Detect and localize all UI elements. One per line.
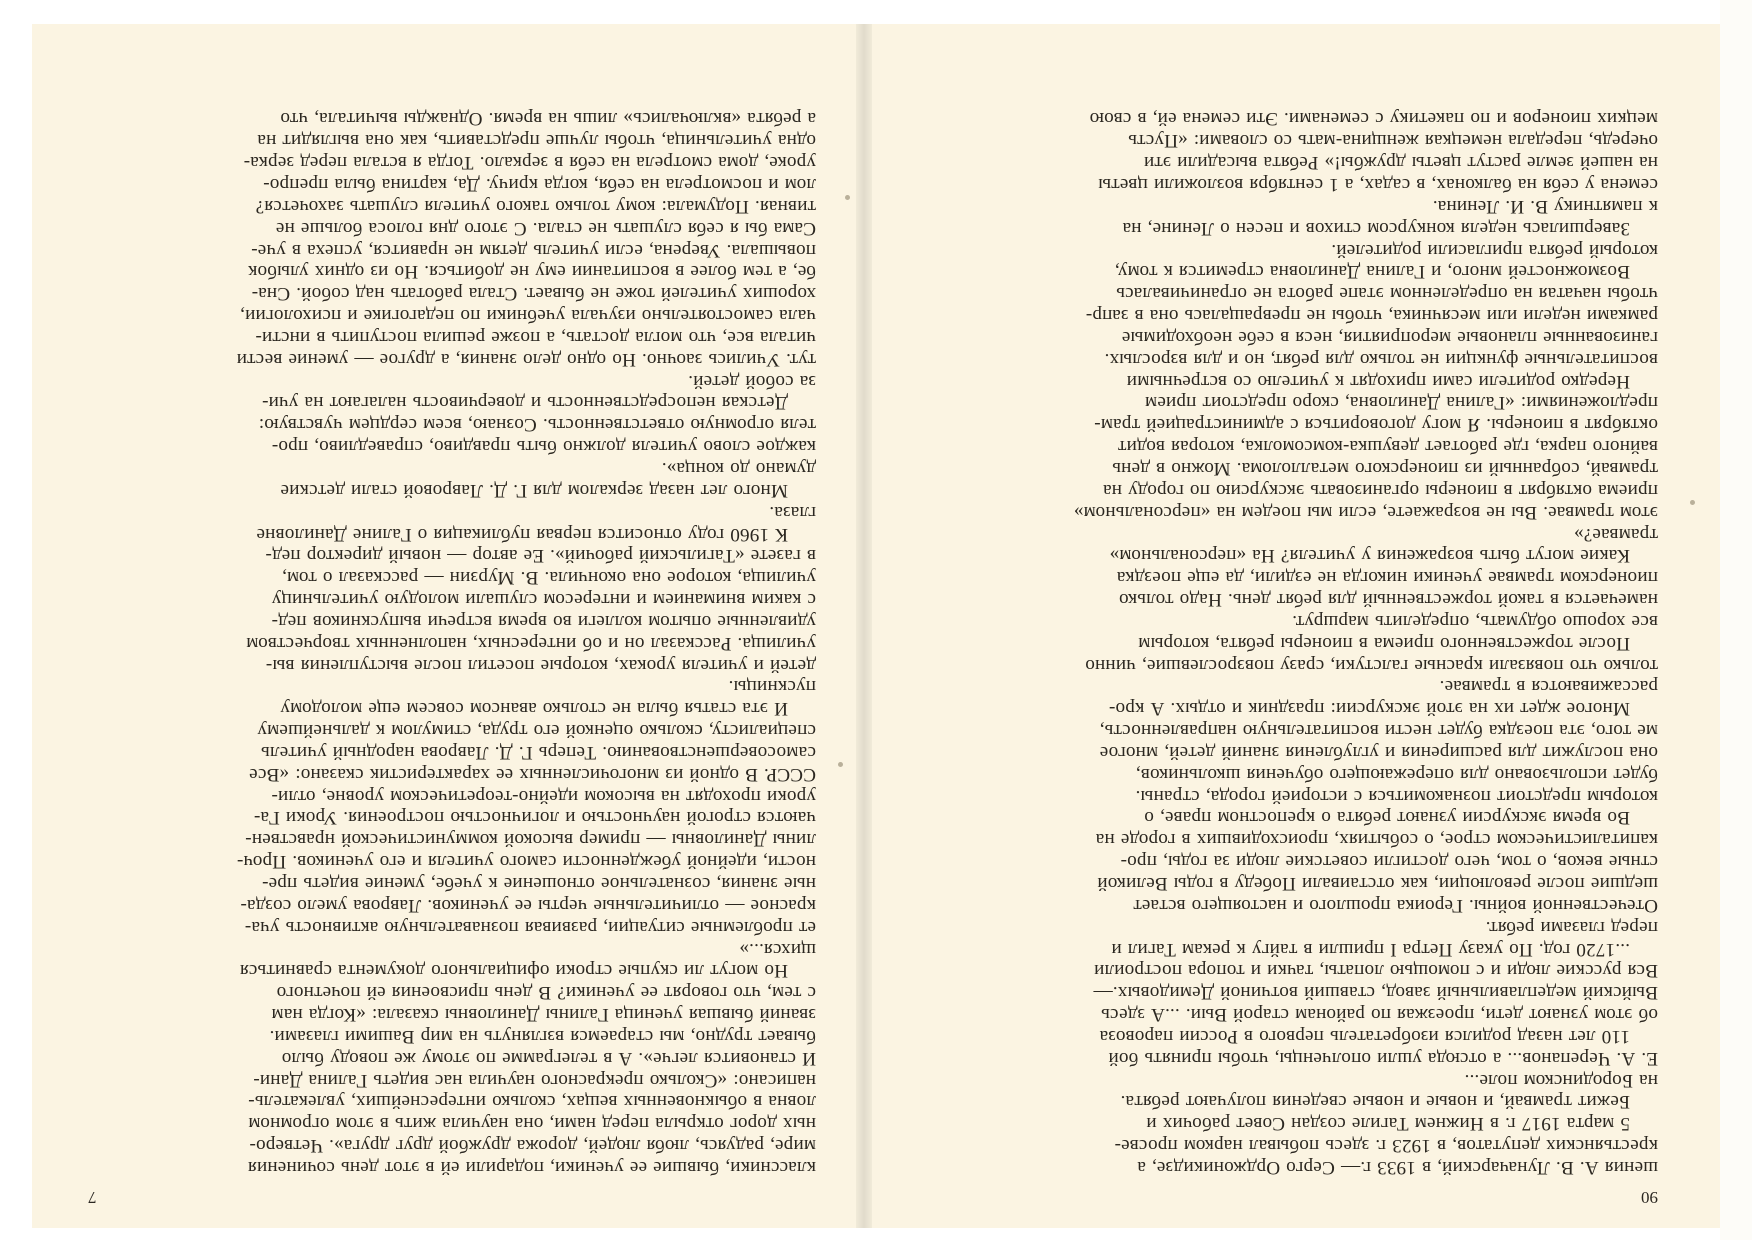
text-line: званий бывшая ученица Галины Даниловны сказала: «Когда нам (271, 1004, 816, 1026)
text-line: семена у себя на балконах, в садах, а 1 сентября возложили цветы (1098, 174, 1658, 196)
text-line: уроки проходят на высоком идейно-теоретическом уровне, отли- (271, 785, 816, 807)
text-line: красное — отличительные черты ее учеников. Лаврова умело созда- (240, 894, 816, 916)
right-page (32, 24, 864, 1228)
text-line: Бежит трамвай, и новые и новые сведения получают ребята. (1120, 1091, 1630, 1113)
right-page-text (88, 108, 816, 1178)
text-line: Отечественной войны. Героика прошлого и настоящего встает (1133, 894, 1658, 916)
text-line: написано: «Сколько прекрасного научила нас видеть Галина Дани- (253, 1069, 816, 1091)
text-line: за собой детей. (688, 370, 816, 392)
text-line: капиталистическом строе, о событиях, происходивших в городе на (1095, 829, 1658, 851)
text-line: трамвае?» (1573, 523, 1658, 545)
text-line: в газете «Тагильский рабочий». Ее автор — новый директор пед- (265, 545, 816, 567)
text-line: воспитательные функции не только для ребят, но и для взрослых. (1104, 348, 1658, 370)
text-line: с каким вниманием и интересом слушали молодую учительницу (271, 589, 816, 611)
text-line: удивленные опытом коллеги во время встречи выпускников пед- (271, 610, 816, 632)
text-line: ...1720 год. По указу Петра I пришли в тайгу к рекам Тагил и (1111, 938, 1630, 960)
text-line: только что повязали красные галстуки, сразу повзрослевшие, чинно (1085, 654, 1658, 676)
text-line: на нашей земле растут цветы дружбы!» Ребята высадили эти (1143, 152, 1658, 174)
text-line: а ребята «включались» лишь на время. Однажды вычитала, что (280, 108, 816, 130)
text-line: одна учительница, чтобы лучше представить, как она выглядит на (257, 130, 816, 152)
text-line: тут. Учились заочно. Но одно дело знания, а другое — умение вести (236, 348, 816, 370)
text-line: Возможностей много, и Галина Даниловна стремится к тому, (1114, 261, 1630, 283)
text-line: читала все, что могла достать, а позже решила поступить в инсти- (255, 326, 816, 348)
text-line: Но могут ли скупые строки официального документа сравниться (239, 960, 788, 982)
text-line: лом и посмотрела на себя, когда кричу. Да, картина была препро- (263, 174, 816, 196)
text-line: мире, радуясь, любя людей, дорожа дружбой друг друга». Четверо- (249, 1135, 816, 1157)
text-line: она послужит для расширения и углубления знаний детей, многое (1099, 741, 1658, 763)
text-line: СССР. В одной из многочисленных ее характеристик сказано: «Все (248, 763, 816, 785)
text-line: об этом узнают дети, проезжая по районам старой Выи. ...А здесь (1100, 1004, 1658, 1026)
text-line: этом трамвае. Вы не возражаете, если мы поедем на «персональном» (1073, 501, 1658, 523)
paper-speck (838, 762, 843, 767)
text-line: шедшие после революции, как отстаивали Победу в годы Великой (1097, 873, 1658, 895)
text-line: хороших учителей тоже не бывает. Стала работать над собой. Сна- (251, 283, 816, 305)
text-line: бе, а тем более в воспитании ему не добиться. Но из одних улыбок (247, 261, 816, 283)
text-line: Вся русские люди и с помощью лопаты, тачки и топора построили (1093, 960, 1658, 982)
text-line: Сама бы я себя слушать не стала. С этого дня голоса больше не (275, 217, 816, 239)
left-page-text (910, 108, 1658, 1178)
text-line: чала самостоятельно изучала учебники по педагогике и психологии, (239, 305, 816, 327)
text-line: Какие могут быть возражения у учителя? На «персональном» (1109, 545, 1630, 567)
text-line: И эта статья была не столько авансом совсем еще молодому (280, 698, 788, 720)
text-line: училища, которое она окончила. В. Мурзин — рассказал о том, (281, 567, 816, 589)
text-line: детей и учителя уроках, которые посетил после выступления вы- (265, 654, 816, 676)
text-line: предложениями: «Галина Даниловна, скоро предстоит прием (1144, 392, 1658, 414)
page-number-left: 90 (1641, 1188, 1658, 1207)
text-line: Во время экскурсии узнают ребята о крепостном праве, о (1144, 807, 1630, 829)
text-line: Многое ждет их на этой экскурсии: праздник и отдых. А кро- (1108, 698, 1630, 720)
text-line: И становится легче». А в телеграмме по этому же поводу было (281, 1047, 816, 1069)
text-line: очередь, передала немецкая женщина-мать со словами: «Пусть (1128, 130, 1658, 152)
text-line: каждое слово учителя должно быть правдиво, справедливо, про- (271, 436, 816, 458)
book-gutter-shadow (856, 24, 872, 1228)
text-line: глаза. (769, 501, 816, 523)
text-line: шения А. В. Луначарский, в 1933 г.— Серго Орджоникидзе, а (1137, 1157, 1658, 1178)
text-line: стные веков, о том, чего достигли советские люди за годы, про- (1120, 851, 1658, 873)
text-line: на Бородинском поле... (1464, 1069, 1658, 1091)
text-line: классники, бывшие ее ученики, подарили ей в этот день сочинения (247, 1157, 816, 1178)
text-line: думано до конца». (661, 458, 816, 479)
text-line: щихся...» (739, 938, 816, 960)
text-line: ности, идейной убежденности самого учителя и его учеников. Проч- (236, 851, 816, 873)
text-line: мецких пионеров и по пакетику с семенами. Эти семена ей, в свою (1089, 108, 1658, 130)
text-line: будет использовано для опережающего обучения школьников, (1135, 763, 1658, 785)
text-line: Выйский медеплавильный завод, ставший вотчиной Демидовых.— (1093, 982, 1658, 1004)
text-line: Детская непосредственность и доверчивость налагают на учи- (261, 392, 788, 414)
paper-speck (1690, 500, 1695, 505)
text-line: все хорошо обдумать, определить маршрут. (1292, 610, 1658, 632)
text-line: ных дорог открыла перед нами, она научила жить в этом огромном (248, 1113, 816, 1135)
text-line: бывает трудно, мы стараемся взглянуть на мир Вашими глазами. (269, 1025, 816, 1047)
text-line: специалисту, сколько оценкой его труда, стимулом к дальнейшему (257, 720, 816, 742)
text-line: Е. А. Черепанов... а отсюда ушли ополченцы, чтобы принять бой (1108, 1047, 1658, 1069)
text-line: Много лет назад зеркалом для Г. Д. Лавровой стали детские (280, 479, 788, 501)
text-line: пускницы. (728, 676, 816, 698)
text-line: октябрят в пионеры. Я могу договориться с администрацией трам- (1094, 414, 1658, 436)
text-line: теля огромную ответственность. Сознаю, всем сердцем чувствую: (258, 414, 816, 436)
text-line: рамками недели или месячника, чтобы не превращалась она в запр- (1085, 305, 1658, 327)
text-line: ет проблемные ситуации, развивая познавательную активность уча- (244, 916, 816, 938)
text-line: ме того, эта поездка будет нести воспитательную направленность, (1099, 720, 1658, 742)
left-page (864, 24, 1720, 1228)
text-line: крестьянских депутатов, в 1923 г. здесь побывал нарком просве- (1114, 1135, 1658, 1157)
text-line: уроке, дома смотрела на себя в зеркало. Тогда я встала перед зерка- (243, 152, 816, 174)
text-line: лины Даниловны — пример высокой коммунистической нравствен- (245, 829, 816, 851)
paper-speck (845, 195, 850, 200)
text-line: Нередко родители сами приходят к учителю со встречными (1126, 370, 1630, 392)
text-line: 110 лет назад родился изобретатель первого в России паровоза (1099, 1025, 1630, 1047)
text-line: чтобы начатая на определенном этапе работа не ограничивалась (1116, 283, 1658, 305)
text-line: повышала. Уверена, если учитель детям не нравится, успеха в уче- (251, 239, 816, 261)
text-line: который ребята пригласили родителей. (1331, 239, 1658, 261)
text-line: вайного парка, где работает девушка-комсомолка, которая водит (1117, 436, 1658, 458)
text-line: с тем, что говорят ее ученики? В день присвоения ей почетного (276, 982, 816, 1004)
text-line: ловна в обыкновенных вещах, сколько интереснейших, увлекатель- (248, 1091, 816, 1113)
text-line: чаются строгой научностью и логичностью построения. Уроки Га- (253, 807, 816, 829)
text-line: перед глазами ребят. (1485, 916, 1658, 938)
page-number-right: 7 (88, 1188, 97, 1207)
text-line: К 1960 году относится первая публикация о Галине Даниловне (256, 523, 788, 545)
text-line: к памятнику В. И. Ленина. (1432, 195, 1658, 217)
text-line: После торжественного приема в пионеры ребята, которым (1138, 632, 1630, 654)
text-line: которым предстоит познакомиться с историей города, страны. (1135, 785, 1658, 807)
text-line: приема октябрят в пионеры организовать экскурсию по городу на (1102, 479, 1658, 501)
text-line: 5 марта 1917 г. в Нижнем Тагиле создан Совет рабочих и (1146, 1113, 1630, 1135)
scan-margin (1720, 0, 1752, 1240)
text-line: самосовершенствованию. Теперь Г. Д. Лаврова народный учитель (260, 741, 816, 763)
text-line: трамвай, собранный из пионерского металлолома. Можно в день (1112, 458, 1658, 479)
text-line: Завершилась неделя конкурсом стихов и песен о Ленине, на (1122, 217, 1630, 239)
text-line: училища. Рассказал он и об интересных, наполненных творчеством (246, 632, 816, 654)
text-line: тивная. Подумала: кому только такого учителя слушать захочется? (255, 195, 816, 217)
text-line: рассаживаются в трамвае. (1439, 676, 1658, 698)
text-line: ные знания, сознательное отношение к учебе, умение видеть пре- (261, 873, 816, 895)
text-line: пионерском трамвае ученики никогда не ездили, да еще поездка (1116, 567, 1658, 589)
text-line: намечается в такой торжественный для ребят день. Надо только (1118, 589, 1658, 611)
text-line: ганизованные плановые мероприятия, неся в себе необходимые (1121, 326, 1658, 348)
